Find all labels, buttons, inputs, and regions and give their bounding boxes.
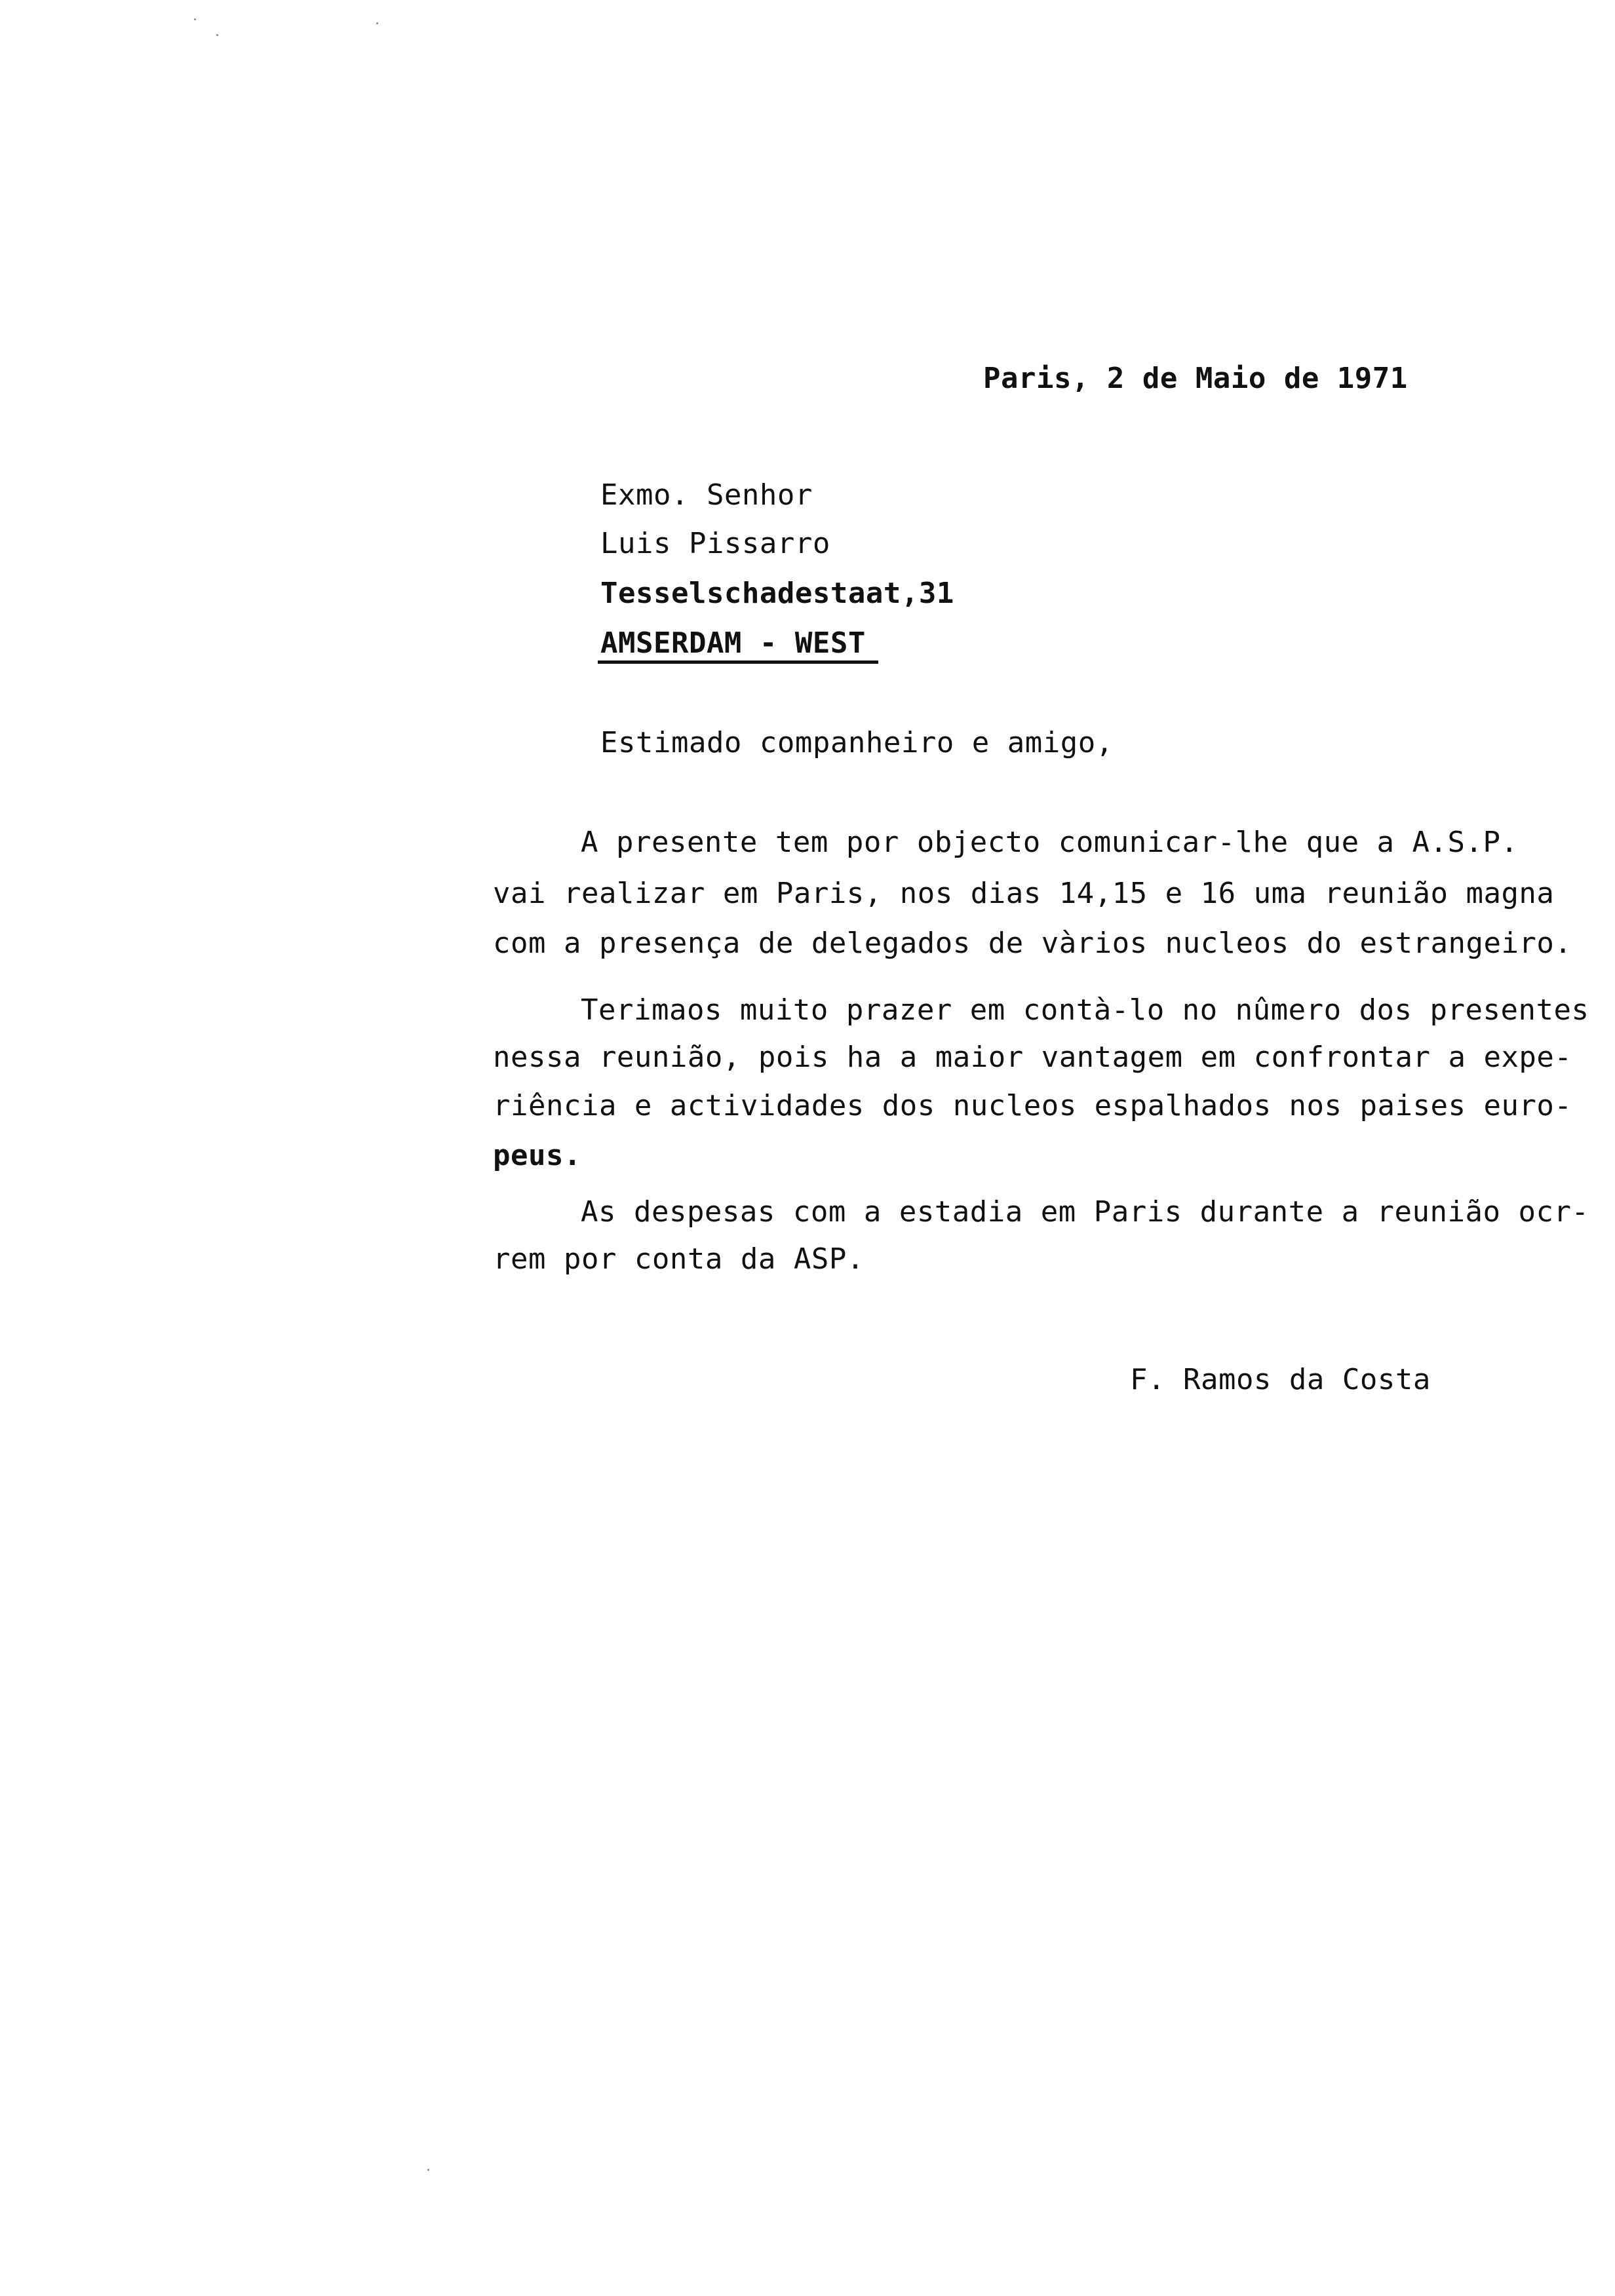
paragraph-2-line-2: nessa reunião, pois ha a maior vantagem em confrontar a expe-: [493, 1041, 1572, 1074]
recipient-street: Tesselschadestaat,31: [600, 577, 954, 610]
paper-speck: [376, 22, 378, 24]
recipient-title: Exmo. Senhor: [600, 478, 813, 512]
recipient-name: Luis Pissarro: [600, 527, 830, 560]
paragraph-1-line-3: com a presença de delegados de vàrios nucleos do estrangeiro.: [493, 927, 1572, 960]
paragraph-2-line-4: peus.: [493, 1139, 581, 1172]
paragraph-2-line-3: riência e actividades dos nucleos espalhados nos paises euro-: [493, 1089, 1572, 1122]
paragraph-1-line-2: vai realizar em Paris, nos dias 14,15 e 16 uma reunião magna: [493, 877, 1555, 910]
city-underline: [598, 660, 878, 664]
paper-speck: [194, 18, 196, 20]
paper-speck: [427, 2169, 429, 2171]
letter-date: Paris, 2 de Maio de 1971: [983, 362, 1408, 395]
paper-speck: [216, 34, 218, 36]
recipient-city: AMSERDAM - WEST: [600, 626, 866, 660]
paragraph-3-line-1: As despesas com a estadia em Paris durante a reunião ocr-: [581, 1195, 1589, 1229]
greeting: Estimado companheiro e amigo,: [600, 726, 1114, 759]
paragraph-1-line-1: A presente tem por objecto comunicar-lhe que a A.S.P.: [581, 826, 1519, 859]
paragraph-3-line-2: rem por conta da ASP.: [493, 1242, 865, 1276]
paragraph-2-line-1: Terimaos muito prazer em contà-lo no nûmero dos presentes: [581, 993, 1589, 1027]
signature: F. Ramos da Costa: [1130, 1363, 1431, 1396]
